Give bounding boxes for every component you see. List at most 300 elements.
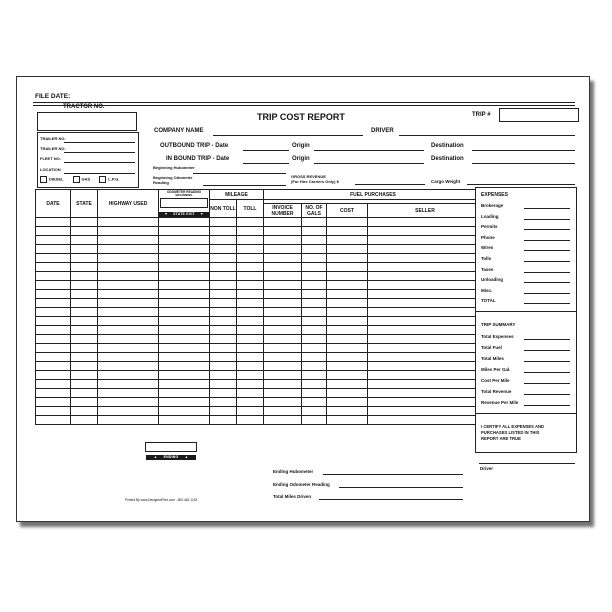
table-cell[interactable] [368, 308, 483, 317]
table-cell[interactable] [302, 389, 327, 398]
table-cell[interactable] [210, 335, 237, 344]
table-cell[interactable] [264, 218, 302, 227]
table-cell[interactable] [237, 416, 264, 425]
table-cell[interactable] [98, 254, 159, 263]
table-cell[interactable] [159, 299, 210, 308]
table-cell[interactable] [210, 344, 237, 353]
table-cell[interactable] [264, 362, 302, 371]
table-cell[interactable] [36, 299, 71, 308]
table-cell[interactable] [71, 335, 98, 344]
outbound-destination-line[interactable] [472, 150, 575, 151]
tractor-no-field[interactable] [37, 112, 137, 131]
table-cell[interactable] [264, 416, 302, 425]
diesel-checkbox[interactable] [40, 176, 47, 183]
table-cell[interactable] [159, 398, 210, 407]
table-cell[interactable] [71, 389, 98, 398]
table-cell[interactable] [237, 407, 264, 416]
table-cell[interactable] [71, 254, 98, 263]
table-cell[interactable] [302, 371, 327, 380]
trip_summary-item-line[interactable] [524, 372, 570, 373]
table-cell[interactable] [264, 308, 302, 317]
ending-hubometer-line[interactable] [323, 474, 463, 475]
inbound-origin-label: Origin [292, 156, 310, 162]
table-cell[interactable] [36, 245, 71, 254]
fleet-no-label: FLEET NO. [40, 156, 61, 161]
table-cell[interactable] [98, 281, 159, 290]
table-cell[interactable] [302, 263, 327, 272]
table-cell[interactable] [71, 290, 98, 299]
table-cell[interactable] [264, 398, 302, 407]
table-cell[interactable] [71, 227, 98, 236]
trip_summary-item-line[interactable] [524, 405, 570, 406]
table-cell[interactable] [237, 335, 264, 344]
outbound-date-line[interactable] [243, 150, 289, 151]
table-cell[interactable] [264, 236, 302, 245]
table-cell[interactable] [327, 299, 368, 308]
table-cell[interactable] [98, 335, 159, 344]
table-cell[interactable] [36, 362, 71, 371]
table-cell[interactable] [237, 326, 264, 335]
table-cell[interactable] [264, 299, 302, 308]
table-cell[interactable] [327, 380, 368, 389]
table-cell[interactable] [302, 227, 327, 236]
table-row [36, 317, 483, 326]
table-cell[interactable] [327, 389, 368, 398]
table-row [36, 344, 483, 353]
table-cell[interactable] [210, 362, 237, 371]
table-cell[interactable] [159, 272, 210, 281]
table-cell[interactable] [159, 263, 210, 272]
beginning-hubometer-label: Beginning Hubometer [153, 165, 195, 170]
table-cell[interactable] [98, 227, 159, 236]
table-cell[interactable] [98, 218, 159, 227]
table-cell[interactable] [159, 317, 210, 326]
trailer-no-line-1[interactable] [64, 142, 135, 143]
table-cell[interactable] [98, 272, 159, 281]
table-cell[interactable] [210, 380, 237, 389]
beginning-hubometer-line[interactable] [193, 173, 286, 174]
table-cell[interactable] [368, 245, 483, 254]
table-cell[interactable] [368, 290, 483, 299]
table-cell[interactable] [98, 290, 159, 299]
table-cell[interactable] [210, 236, 237, 245]
table-cell[interactable] [237, 227, 264, 236]
trip_summary-item-label: Total Miles [481, 356, 504, 361]
gross-revenue-line[interactable] [355, 184, 425, 185]
table-cell[interactable] [264, 245, 302, 254]
table-cell[interactable] [327, 371, 368, 380]
table-cell[interactable] [368, 227, 483, 236]
table-cell[interactable] [368, 398, 483, 407]
table-cell[interactable] [264, 353, 302, 362]
table-cell[interactable] [264, 326, 302, 335]
table-cell[interactable] [71, 407, 98, 416]
table-cell[interactable] [98, 317, 159, 326]
driver-line[interactable] [399, 135, 575, 136]
table-cell[interactable] [237, 308, 264, 317]
table-cell[interactable] [36, 236, 71, 245]
table-cell[interactable] [159, 281, 210, 290]
table-cell[interactable] [210, 272, 237, 281]
table-cell[interactable] [71, 344, 98, 353]
trip_summary-item-label: Total Revenue [481, 389, 512, 394]
table-cell[interactable] [368, 263, 483, 272]
table-cell[interactable] [264, 371, 302, 380]
cargo-weight-line[interactable] [467, 184, 575, 185]
fleet-no-line[interactable] [64, 162, 135, 163]
table-cell[interactable] [159, 335, 210, 344]
table-cell[interactable] [36, 389, 71, 398]
table-cell[interactable] [71, 281, 98, 290]
panel-divider [476, 311, 576, 312]
table-cell[interactable] [302, 281, 327, 290]
table-cell[interactable] [237, 389, 264, 398]
table-cell[interactable] [327, 227, 368, 236]
beginning-odometer-line[interactable] [203, 185, 286, 186]
table-cell[interactable] [327, 335, 368, 344]
table-cell[interactable] [159, 326, 210, 335]
table-cell[interactable] [159, 344, 210, 353]
table-cell[interactable] [237, 290, 264, 299]
gross-revenue-label: GROSS REVENUE [291, 174, 326, 179]
table-cell[interactable] [237, 362, 264, 371]
table-cell[interactable] [210, 308, 237, 317]
table-cell[interactable] [237, 236, 264, 245]
table-cell[interactable] [71, 272, 98, 281]
table-cell[interactable] [302, 290, 327, 299]
table-cell[interactable] [159, 362, 210, 371]
table-cell[interactable] [264, 272, 302, 281]
table-cell[interactable] [302, 380, 327, 389]
table-cell[interactable] [368, 380, 483, 389]
table-cell[interactable] [264, 389, 302, 398]
table-cell[interactable] [264, 344, 302, 353]
table-cell[interactable] [36, 281, 71, 290]
table-cell[interactable] [368, 236, 483, 245]
trip_summary-item-line[interactable] [524, 383, 570, 384]
table-cell[interactable] [368, 272, 483, 281]
table-row [36, 263, 483, 272]
table-cell[interactable] [159, 290, 210, 299]
expenses-item-line[interactable] [524, 240, 570, 241]
table-cell[interactable] [237, 254, 264, 263]
table-cell[interactable] [237, 371, 264, 380]
table-cell[interactable] [159, 407, 210, 416]
table-cell[interactable] [327, 308, 368, 317]
table-cell[interactable] [71, 326, 98, 335]
table-cell[interactable] [210, 281, 237, 290]
table-cell[interactable] [264, 290, 302, 299]
table-cell[interactable] [237, 263, 264, 272]
table-cell[interactable] [237, 398, 264, 407]
table-cell[interactable] [302, 335, 327, 344]
table-cell[interactable] [327, 254, 368, 263]
table-cell[interactable] [71, 416, 98, 425]
table-row [36, 290, 483, 299]
table-cell[interactable] [210, 326, 237, 335]
table-cell[interactable] [36, 263, 71, 272]
tractor-no-label: TRACTOR NO. [63, 104, 105, 110]
table-cell[interactable] [264, 335, 302, 344]
table-cell[interactable] [159, 254, 210, 263]
table-cell[interactable] [368, 317, 483, 326]
table-cell[interactable] [302, 407, 327, 416]
trip-no-field[interactable] [499, 108, 579, 122]
table-cell[interactable] [368, 416, 483, 425]
table-cell[interactable] [71, 380, 98, 389]
table-cell[interactable] [36, 344, 71, 353]
table-cell[interactable] [159, 371, 210, 380]
total-miles-line[interactable] [319, 499, 463, 500]
table-cell[interactable] [327, 236, 368, 245]
gas-checkbox[interactable] [73, 176, 80, 183]
table-cell[interactable] [368, 371, 483, 380]
table-cell[interactable] [159, 245, 210, 254]
table-cell[interactable] [368, 254, 483, 263]
table-cell[interactable] [210, 416, 237, 425]
table-cell[interactable] [36, 398, 71, 407]
table-cell[interactable] [210, 353, 237, 362]
table-row [36, 335, 483, 344]
table-row [36, 389, 483, 398]
table-cell[interactable] [302, 353, 327, 362]
table-cell[interactable] [36, 416, 71, 425]
table-cell[interactable] [302, 236, 327, 245]
table-cell[interactable] [159, 218, 210, 227]
expenses-item-line[interactable] [524, 282, 570, 283]
ending-left-arrow-icon: ▲ [153, 455, 158, 459]
table-cell[interactable] [210, 389, 237, 398]
table-cell[interactable] [71, 245, 98, 254]
table-cell[interactable] [210, 254, 237, 263]
table-cell[interactable] [36, 317, 71, 326]
table-cell[interactable] [264, 227, 302, 236]
expenses-item-line[interactable] [524, 272, 570, 273]
table-cell[interactable] [98, 353, 159, 362]
table-cell[interactable] [302, 218, 327, 227]
table-cell[interactable] [159, 353, 210, 362]
table-cell[interactable] [98, 326, 159, 335]
cargo-weight-label: Cargo Weight [431, 179, 461, 184]
table-cell[interactable] [159, 416, 210, 425]
table-cell[interactable] [36, 308, 71, 317]
trip_summary-item-line[interactable] [524, 361, 570, 362]
trip-cost-report-form [16, 76, 590, 522]
table-cell[interactable] [368, 353, 483, 362]
table-cell[interactable] [264, 380, 302, 389]
table-cell[interactable] [327, 272, 368, 281]
table-cell[interactable] [36, 272, 71, 281]
table-cell[interactable] [210, 398, 237, 407]
table-cell[interactable] [264, 317, 302, 326]
outbound-origin-line[interactable] [314, 150, 424, 151]
expenses-item-line[interactable] [524, 229, 570, 230]
table-cell[interactable] [210, 371, 237, 380]
table-cell[interactable] [327, 317, 368, 326]
table-cell[interactable] [368, 218, 483, 227]
table-cell[interactable] [302, 254, 327, 263]
table-cell[interactable] [159, 227, 210, 236]
table-cell[interactable] [36, 353, 71, 362]
table-cell[interactable] [327, 353, 368, 362]
table-cell[interactable] [210, 290, 237, 299]
table-cell[interactable] [302, 326, 327, 335]
table-cell[interactable] [210, 317, 237, 326]
table-cell[interactable] [71, 236, 98, 245]
table-cell[interactable] [302, 299, 327, 308]
table-cell[interactable] [71, 263, 98, 272]
table-cell[interactable] [71, 308, 98, 317]
table-cell[interactable] [98, 308, 159, 317]
table-cell[interactable] [368, 407, 483, 416]
table-cell[interactable] [36, 290, 71, 299]
table-cell[interactable] [368, 326, 483, 335]
ending-odometer-line[interactable] [339, 487, 463, 488]
table-cell[interactable] [36, 218, 71, 227]
table-cell[interactable] [302, 398, 327, 407]
table-cell[interactable] [210, 218, 237, 227]
table-cell[interactable] [237, 299, 264, 308]
table-cell[interactable] [159, 236, 210, 245]
table-cell[interactable] [98, 407, 159, 416]
table-cell[interactable] [302, 416, 327, 425]
table-cell[interactable] [210, 263, 237, 272]
expenses-item-line[interactable] [524, 250, 570, 251]
table-cell[interactable] [71, 353, 98, 362]
table-cell[interactable] [210, 407, 237, 416]
trip_summary-item-line[interactable] [524, 339, 570, 340]
table-cell[interactable] [71, 218, 98, 227]
expenses-item-line[interactable] [524, 303, 570, 304]
table-cell[interactable] [302, 308, 327, 317]
table-cell[interactable] [302, 245, 327, 254]
trip_summary-item-line[interactable] [524, 350, 570, 351]
table-cell[interactable] [368, 335, 483, 344]
table-cell[interactable] [98, 236, 159, 245]
table-cell[interactable] [327, 407, 368, 416]
table-cell[interactable] [368, 344, 483, 353]
table-cell[interactable] [36, 380, 71, 389]
table-cell[interactable] [36, 227, 71, 236]
table-cell[interactable] [368, 299, 483, 308]
table-row [36, 416, 483, 425]
table-cell[interactable] [71, 398, 98, 407]
table-cell[interactable] [71, 371, 98, 380]
lpg-checkbox[interactable] [99, 176, 106, 183]
table-cell[interactable] [159, 380, 210, 389]
table-cell[interactable] [327, 362, 368, 371]
table-cell[interactable] [36, 335, 71, 344]
table-cell[interactable] [327, 344, 368, 353]
table-cell[interactable] [302, 344, 327, 353]
expenses-item-line[interactable] [524, 293, 570, 294]
table-cell[interactable] [98, 416, 159, 425]
table-cell[interactable] [264, 407, 302, 416]
table-cell[interactable] [98, 344, 159, 353]
table-cell[interactable] [210, 299, 237, 308]
table-cell[interactable] [210, 245, 237, 254]
table-cell[interactable] [98, 380, 159, 389]
table-cell[interactable] [327, 263, 368, 272]
expenses-item-line[interactable] [524, 208, 570, 209]
table-cell[interactable] [36, 407, 71, 416]
table-cell[interactable] [36, 254, 71, 263]
table-cell[interactable] [36, 326, 71, 335]
table-cell[interactable] [327, 398, 368, 407]
table-cell[interactable] [237, 344, 264, 353]
table-cell[interactable] [98, 362, 159, 371]
odometer-ending-box[interactable] [145, 442, 197, 452]
table-cell[interactable] [237, 245, 264, 254]
table-cell[interactable] [237, 317, 264, 326]
expenses-title: EXPENSES [481, 192, 508, 198]
table-cell[interactable] [368, 281, 483, 290]
inbound-destination-line[interactable] [472, 163, 575, 164]
table-cell[interactable] [264, 263, 302, 272]
table-cell[interactable] [327, 290, 368, 299]
expenses-item-label: Unloading [481, 277, 503, 283]
table-cell[interactable] [237, 380, 264, 389]
table-cell[interactable] [302, 362, 327, 371]
table-cell[interactable] [327, 218, 368, 227]
table-cell[interactable] [302, 272, 327, 281]
table-cell[interactable] [327, 326, 368, 335]
table-cell[interactable] [237, 281, 264, 290]
table-cell[interactable] [327, 245, 368, 254]
table-cell[interactable] [302, 317, 327, 326]
expenses-item-line[interactable] [524, 219, 570, 220]
state-exit-right-arrow-icon: ▼ [200, 212, 204, 216]
table-cell[interactable] [159, 389, 210, 398]
table-cell[interactable] [237, 353, 264, 362]
ending-label: ENDING [163, 455, 179, 459]
table-cell[interactable] [71, 362, 98, 371]
trip_summary-item-label: Total Fuel [481, 345, 502, 350]
trailer-no-line-2[interactable] [64, 152, 135, 153]
driver-signature-line[interactable] [479, 463, 575, 464]
table-cell[interactable] [237, 218, 264, 227]
table-cell[interactable] [98, 371, 159, 380]
table-row [36, 218, 483, 227]
inbound-date-line[interactable] [243, 163, 289, 164]
expenses-item-label: Phone [481, 234, 495, 240]
table-cell[interactable] [237, 272, 264, 281]
table-cell[interactable] [327, 281, 368, 290]
table-cell[interactable] [98, 299, 159, 308]
table-cell[interactable] [327, 416, 368, 425]
beginning-odometer-label: Beginning Odometer Reading [153, 175, 193, 185]
trip_summary-item-line[interactable] [524, 394, 570, 395]
table-cell[interactable] [159, 308, 210, 317]
table-cell[interactable] [98, 389, 159, 398]
odometer-beginning-box[interactable] [160, 198, 208, 208]
table-cell[interactable] [368, 389, 483, 398]
location-line[interactable] [64, 173, 135, 174]
table-cell[interactable] [71, 299, 98, 308]
expenses-item-line[interactable] [524, 261, 570, 262]
table-cell[interactable] [98, 263, 159, 272]
table-cell[interactable] [264, 281, 302, 290]
table-cell[interactable] [368, 362, 483, 371]
table-cell[interactable] [71, 317, 98, 326]
table-cell[interactable] [210, 227, 237, 236]
inbound-origin-line[interactable] [314, 163, 424, 164]
company-name-line[interactable] [213, 135, 363, 136]
table-cell[interactable] [98, 398, 159, 407]
table-cell[interactable] [36, 371, 71, 380]
table-cell[interactable] [98, 245, 159, 254]
table-cell[interactable] [264, 254, 302, 263]
